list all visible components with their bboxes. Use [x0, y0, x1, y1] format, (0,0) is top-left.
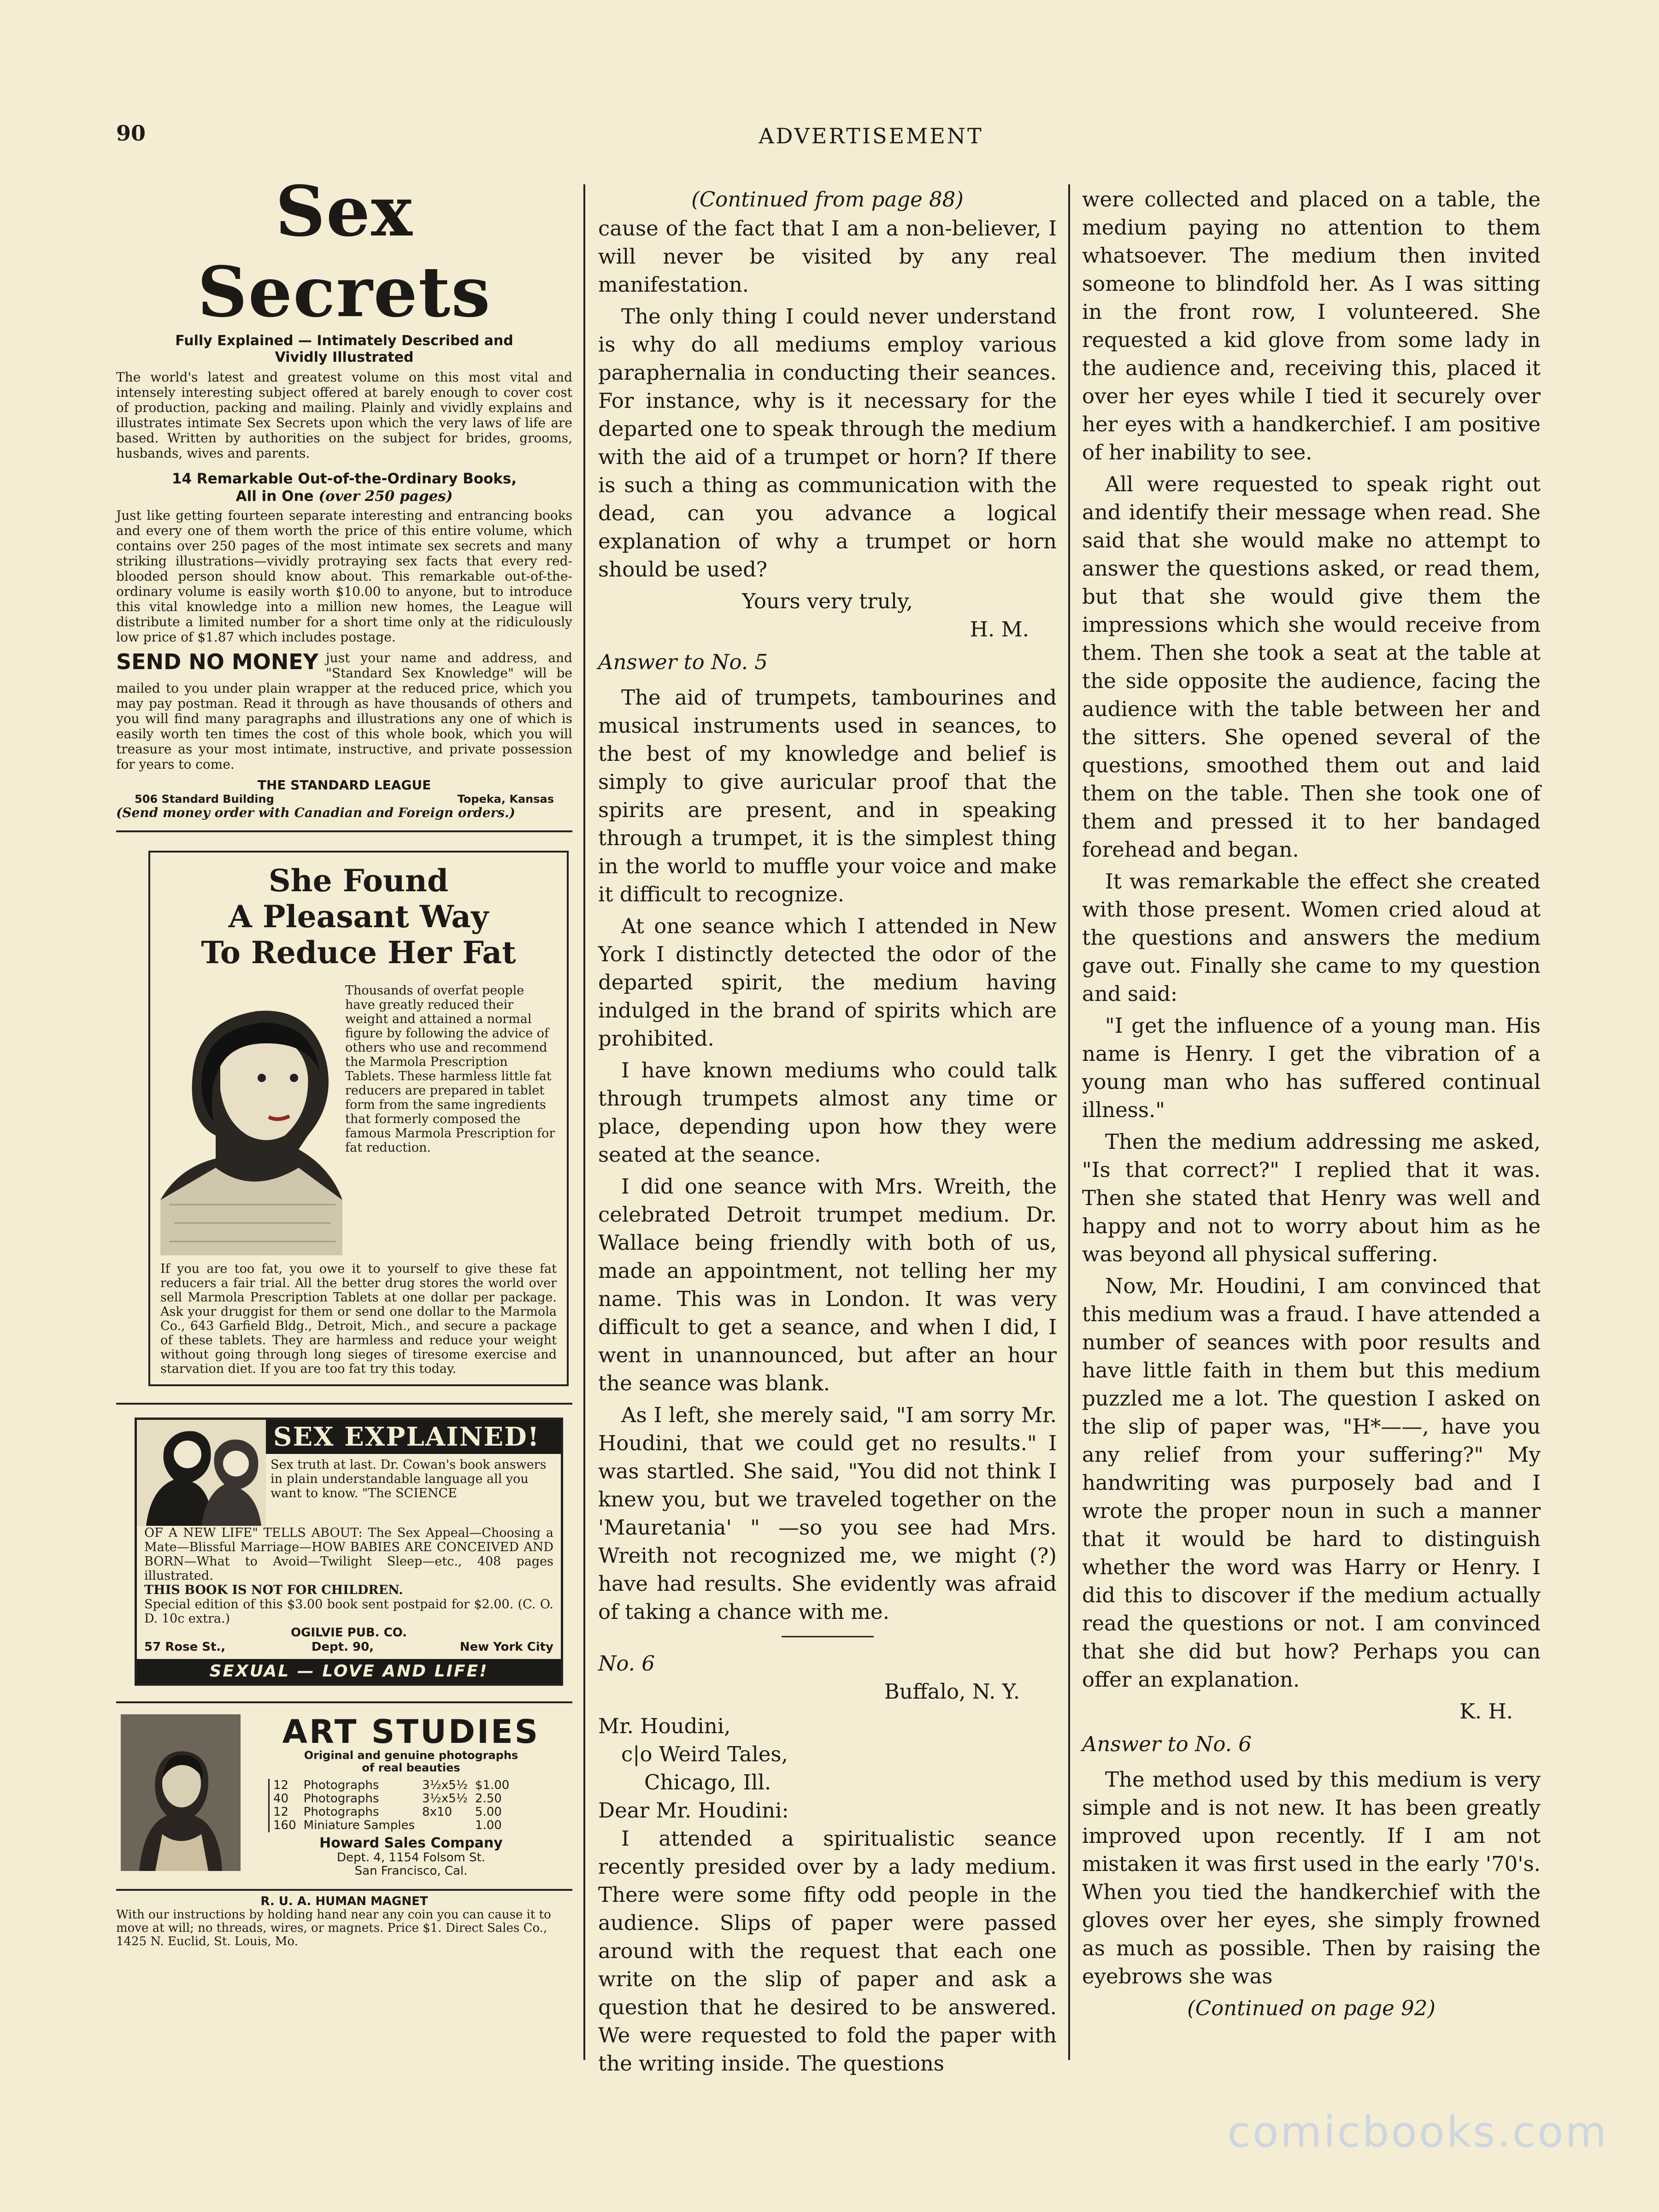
paragraph: Now, Mr. Houdini, I am convinced that this medium was a fraud. I have attended a number of seances with poor results and have little faith in them but this medium puzzled me a lot. The question I asked on the slip of paper was, "H*——, have you any relief from your suffering?" My handwriting was purposely bad and I wrote the proper noun in such a manner that it would be hard to distinguish whether the word was Harry or Henry. I did this to discover if the medium actually read the questions or not. I am convinced that she did but how? Perhaps you can offer an explanation. [1082, 1274, 1541, 1692]
section-divider [782, 1636, 874, 1637]
ad-sex-secrets [116, 171, 572, 832]
ad-tagline: SEXUAL — LOVE AND LIFE! [137, 1659, 561, 1683]
answer-heading: Answer to No. 6 [1082, 1732, 1252, 1756]
ad-special: Special edition of this $3.00 book sent postpaid for $2.00. (C. O. D. 10c extra.) [144, 1597, 553, 1626]
size-cell [418, 1819, 471, 1832]
ad-text: Sex truth at last. Dr. Cowan's book answers in plain understandable language all you want to know. "The SCIENCE [271, 1458, 547, 1500]
paragraph: I attended a spiritualistic seance recently presided over by a lady medium. There were some fifty odd people in the audience. Slips of paper were passed around with the request that each one write on the slip of paper and ask a question that he desired to be answered. We were requested to fold the paper with the writing inside. The questions [598, 1826, 1057, 2076]
column-divider [583, 184, 585, 2060]
company-address: San Francisco, Cal. [354, 1864, 468, 1878]
address-street: 506 Standard Building [135, 793, 274, 806]
qty-cell: 12 [273, 1778, 289, 1792]
paragraph: cause of the fact that I am a non-believer, I will never be visited by any real manifestation. [598, 216, 1057, 297]
answer-heading: Answer to No. 5 [598, 650, 768, 674]
price-cell: 1.00 [475, 1818, 502, 1832]
letter-address: Chicago, Ill. [644, 1770, 771, 1794]
ad-marmola [148, 851, 569, 1386]
books-pages: (over 250 pages) [318, 488, 453, 505]
paragraph: It was remarkable the effect she created with those present. Women cried aloud at the questions and answers the medium gave out. Finally she came to my question and said: [1082, 869, 1541, 1006]
letter-closing: Yours very truly, [742, 589, 913, 613]
ad-text [137, 1526, 561, 1659]
send-no-money-text: just your name and address, and "Standard Sex Knowledge" will be mailed to you under plain wrapper at the reduced price, which you may pay postman. Read it through as have thousands of others and you will find many paragraphs and illustrations any one of which is easily worth ten times the cost of this whole book, which you will treasure as your most intimate, instructive, and private possession for years to come. [116, 650, 572, 772]
letter-signature: H. M. [970, 617, 1029, 641]
column-divider [1068, 184, 1070, 2060]
ad-subtitle: Fully Explained — Intimately Described and [175, 333, 513, 349]
ad-title: Sex Secrets [197, 171, 491, 333]
address-city: New York City [459, 1640, 553, 1654]
ad-title: ART STUDIES [282, 1713, 540, 1751]
ad-warning: THIS BOOK IS NOT FOR CHILDREN. [144, 1583, 403, 1597]
paragraph: The aid of trumpets, tambourines and musical instruments used in seances, to the best of my knowledge and belief is simply to give auricular proof that the spirits are present, and in speaking through a trumpet, it is the simplest thing in the world to muffle your voice and make it difficult to recognize. [598, 685, 1057, 906]
title-line: She Found [268, 863, 448, 899]
watermark: comicbooks.com [1227, 2107, 1608, 2157]
running-head: ADVERTISEMENT [759, 124, 983, 148]
page-number: 90 [116, 121, 146, 146]
ads-column [116, 171, 572, 1948]
qty-cell: 12 [273, 1805, 289, 1819]
ad-text-body: OF A NEW LIFE" TELLS ABOUT: The Sex Appeal—Choosing a Mate—Blissful Marriage—HOW BABIES ARE CONCEIVED AND BORN—What to Avoid—Twilight Sleep—etc., 408 pages illustrated. [144, 1526, 553, 1583]
title-line: A Pleasant Way [228, 899, 489, 935]
item-cell: Photographs [303, 1792, 379, 1806]
paragraph: At one seance which I attended in New York I distinctly detected the odor of the departed spirit, the medium having indulged in the brand of spirits which are prohibited. [598, 914, 1057, 1051]
ad-top [137, 1420, 561, 1526]
continued-from: (Continued from page 88) [691, 187, 964, 212]
books-line: 14 Remarkable Out-of-the-Ordinary Books, [171, 471, 517, 487]
ad-body: Just like getting fourteen separate interesting and entrancing books and every one of them worth the price of this entire volume, which contains over 250 pages of the most intimate sex secrets and many striking illustrations—vividly protraying sex facts that every red-blooded person should know about. This remarkable out-of-the-ordinary volume is easily worth $10.00 to anyone, but to introduce this vital knowledge into a million new homes, the League will distribute a limited number for a short time only at the ridiculously low price of $1.87 which includes postage. [116, 508, 572, 645]
paragraph: The only thing I could never understand is why do all mediums employ various paraphernalia in conducting their seances. For instance, why is it necessary for the departed one to speak through the medium with the aid of a trumpet or horn? If there is such a thing as communication with the dead, can you advance a logical explanation of why a trumpet or horn should be used? [598, 304, 1057, 582]
paragraph: All were requested to speak right out and identify their message when read. She said that she would make no attempt to answer the questions asked, or read them, but that she would give them the impressions which she would receive from them. Then she took a seat at the table at the side opposite the audience, facing the audience with the table between her and the sitters. She opened several of the questions, smoothed them out and laid them on the table. Then she took one of them and pressed it to her bandaged forehead and began. [1082, 472, 1541, 862]
table-row [269, 1819, 513, 1832]
price-table [268, 1779, 514, 1832]
books-line: All in One [235, 488, 314, 505]
ad-sex-explained-section [116, 1403, 572, 1686]
ad-human-magnet [116, 1889, 572, 1948]
publisher-name: OGILVIE PUB. CO. [290, 1626, 407, 1640]
ad-bottom-text: If you are too fat, you owe it to yourself to give these fat reducers a fair trial. All the better drug stores the world over sell Marmola Prescription Tablets at one dollar per package. Ask your druggist for them or send one dollar to the Marmola Co., 643 Garfield Bldg., Detroit, Mich., and secure a package of these tablets. They are harmless and reduce your weight without going through long sieges of tiresome exercise and starvation diet. If you are too fat try this today. [160, 1262, 557, 1376]
article-column-right [1082, 185, 1541, 2022]
ad-books-heading [116, 470, 572, 505]
woman-portrait-illustration [160, 983, 342, 1255]
item-cell: Photographs [303, 1778, 379, 1792]
letter-address: c|o Weird Tales, [621, 1742, 788, 1766]
table-row [269, 1806, 513, 1819]
league-address [116, 793, 572, 806]
league-name: THE STANDARD LEAGUE [257, 777, 431, 793]
couple-illustration [137, 1420, 266, 1526]
ad-banner: SEX EXPLAINED! [266, 1420, 561, 1454]
letter-signature: K. H. [1459, 1699, 1513, 1724]
ad-title [160, 863, 557, 971]
ad-subtitle: Vividly Illustrated [275, 349, 414, 365]
title-line: To Reduce Her Fat [201, 935, 516, 971]
address-street: 57 Rose St., [144, 1640, 226, 1654]
letter-place: Buffalo, N. Y. [884, 1679, 1020, 1704]
ad-art-studies [116, 1714, 572, 1878]
price-cell: 2.50 [475, 1792, 502, 1806]
letter-number: No. 6 [598, 1651, 655, 1676]
paragraph: I did one seance with Mrs. Wreith, the celebrated Detroit trumpet medium. Dr. Wallace being friendly with both of us, made an appointment, not telling her my name. This was in London. It was very difficult to get a seance, and when I did, I went in unannounced, but after an hour the seance was blank. [598, 1174, 1057, 1395]
ad-top-text [266, 1420, 561, 1526]
company-address: Dept. 4, 1154 Folsom St. [337, 1851, 485, 1865]
article-column-middle [598, 185, 1057, 2081]
paragraph: I have known mediums who could talk through trumpets almost any time or place, depending upon how they were seated at the seance. [598, 1058, 1057, 1167]
price-cell: 5.00 [475, 1805, 502, 1819]
qty-cell: 160 [273, 1818, 296, 1832]
price-cell: $1.00 [475, 1778, 510, 1792]
send-no-money-heading: SEND NO MONEY [116, 649, 318, 674]
paragraph: were collected and placed on a table, the medium paying no attention to them whatsoever. The medium then invited someone to blindfold her. As I was sitting in the front row, I volunteered. She requested a kid glove from some lady in the audience and, receiving this, placed it over her eyes while I tied it securely over her eyes with a handkerchief. I am positive of her inability to see. [1082, 187, 1541, 465]
continued-on: (Continued on page 92) [1187, 1996, 1435, 2020]
send-note: (Send money order with Canadian and Foreign orders.) [116, 805, 516, 820]
woman-photo-illustration [121, 1714, 241, 1871]
ad-body [160, 983, 557, 1255]
ad-subtitle: Original and genuine photographs [304, 1749, 518, 1762]
ad-side-text: Thousands of overfat people have greatly reduced their weight and attained a normal figure by following the advice of others who use and recommend the Marmola Prescription Tablets. These harmless little fat reducers are prepared in tablet form from the same ingredients that formerly composed the famous Marmola Prescription for fat reduction. [345, 983, 555, 1155]
ad-text: With our instructions by holding hand near any coin you can cause it to move at will; no threads, wires, or magnets. Price $1. Direct Sales Co., 1425 N. Euclid, St. Louis, Mo. [116, 1908, 551, 1948]
letter-salutation: Dear Mr. Houdini: [598, 1798, 789, 1823]
address-city: Topeka, Kansas [457, 793, 554, 806]
ad-title: R. U. A. HUMAN MAGNET [260, 1894, 428, 1908]
item-cell: Miniature Samples [303, 1818, 415, 1832]
paragraph: "I get the influence of a young man. His name is Henry. I get the vibration of a young man who has suffered continual illness." [1082, 1013, 1541, 1122]
size-cell: 8x10 [422, 1805, 453, 1819]
ad-intro: The world's latest and greatest volume on this most vital and intensely interesting subject offered at barely enough to cover cost of production, packing and mailing. Plainly and vividly explains and illustrates intimate Sex Secrets upon which the very laws of life are based. Written by authorities on the subject for brides, grooms, husbands, wives and parents. [116, 370, 572, 461]
table-row [269, 1779, 513, 1792]
size-cell: 3½x5½ [422, 1778, 468, 1792]
ad-art-studies-section [116, 1701, 572, 1878]
publisher-address [144, 1640, 553, 1654]
paragraph: Then the medium addressing me asked, "Is that correct?" I replied that it was. Then she stated that Henry was well and happy and not to worry about him as he was beyond all physical suffering. [1082, 1130, 1541, 1266]
item-cell: Photographs [303, 1805, 379, 1819]
paragraph: As I left, she merely said, "I am sorry Mr. Houdini, that we could get no results." I was startled. She said, "You did not think I knew you, but we traveled together on the 'Mauretania' " —so you see had Mrs. Wreith not recognized me, we might (?) have had results. She evidently was afraid of taking a chance with me. [598, 1403, 1057, 1624]
send-no-money [116, 650, 572, 772]
paragraph: The method used by this medium is very simple and is not new. It has been greatly improved upon recently. If I am not mistaken it was first used in the early '70's. When you tied the handkerchief with the gloves over her eyes, she simply frowned as much as possible. Then by raising the eyebrows she was [1082, 1767, 1541, 1988]
letter-address: Mr. Houdini, [598, 1714, 731, 1738]
ad-content [241, 1714, 572, 1878]
ad-subtitle: of real beauties [362, 1761, 460, 1774]
size-cell: 3½x5½ [422, 1792, 468, 1806]
company-name: Howard Sales Company [319, 1835, 503, 1851]
qty-cell: 40 [273, 1792, 289, 1806]
table-row [269, 1792, 513, 1806]
ad-sex-explained [135, 1418, 563, 1686]
address-dept: Dept. 90, [311, 1640, 374, 1654]
